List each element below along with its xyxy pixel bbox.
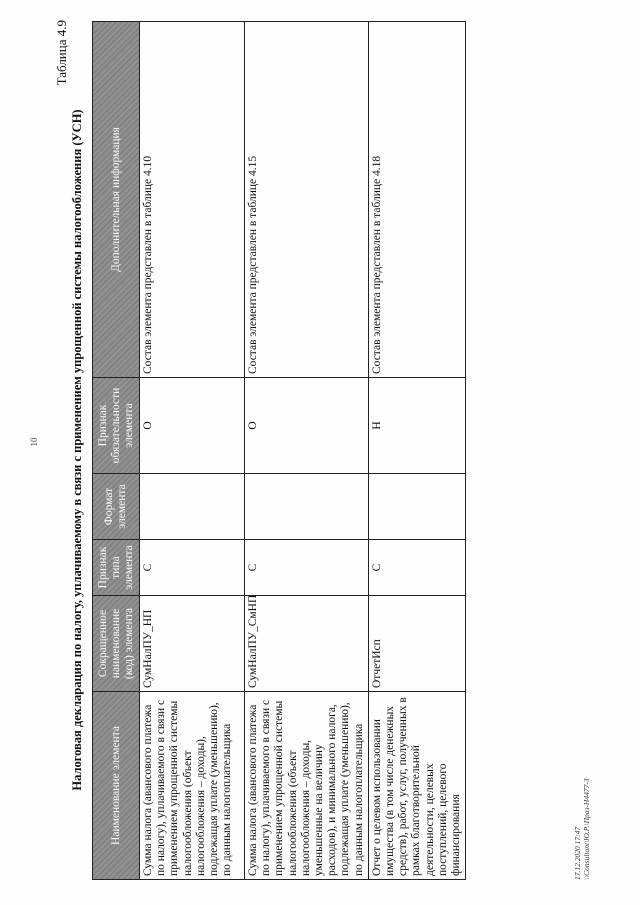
column-header-info: Дополнительная информация [93, 22, 140, 378]
table-row [245, 22, 369, 880]
cell-element-format [140, 474, 245, 540]
cell-element-type: С [368, 540, 465, 596]
table-label: Таблица 4.9 [54, 20, 69, 86]
cell-element-type: С [140, 540, 245, 596]
cell-element-code: СумНалПУ_НП [140, 596, 245, 692]
cell-element-format [368, 474, 465, 540]
table-row [368, 22, 465, 880]
page-number: 10 [29, 437, 39, 447]
cell-element-type: С [245, 540, 369, 596]
table-row [140, 22, 245, 880]
cell-element-format [245, 474, 369, 540]
cell-element-code: СумНалПУ_СмНП [245, 596, 369, 692]
column-header-type: Признак типа элемента [93, 540, 140, 596]
print-timestamp: 17.12.2020 17:47 [573, 826, 582, 880]
print-path: \\Consultant\Ю.Р.\Праз-Н4477-3 [582, 778, 591, 880]
cell-element-info: Состав элемента представлен в таблице 4.18 [368, 22, 465, 378]
print-footer [573, 778, 591, 880]
column-header-format: Формат элемента [93, 474, 140, 540]
table-header-row [93, 22, 140, 880]
column-header-code: Сокращенное наименование (код) элемента [93, 596, 140, 692]
column-header-name: Наименование элемента [93, 692, 140, 880]
elements-table [92, 21, 466, 880]
cell-element-required: О [245, 378, 369, 474]
cell-element-name: Сумма налога (авансового платежа по налогу), уплачиваемого в связи с применением упрощенной системы налогообложения (объект налогообложения – доходы, уменьшенные на величину расходов), и минимального налога, подлежащая уплате (уменьшению), по данным налогоплательщика [245, 692, 369, 880]
cell-element-name: Сумма налога (авансового платежа по налогу), уплачиваемого в связи с применением упрощенной системы налогообложения (объект налогообложения – доходы), подлежащая уплате (уменьшению), по данным налогоплательщика [140, 692, 245, 880]
cell-element-required: Н [368, 378, 465, 474]
cell-element-info: Состав элемента представлен в таблице 4.15 [245, 22, 369, 378]
cell-element-code: ОтчетИсп [368, 596, 465, 692]
cell-element-required: О [140, 378, 245, 474]
cell-element-info: Состав элемента представлен в таблице 4.10 [140, 22, 245, 378]
cell-element-name: Отчет о целевом использовании имущества (в том числе денежных средств), работ, услуг, полученных в рамках благотворительной деятельности, целевых поступлений, целевого финансирования [368, 692, 465, 880]
column-header-required: Признак обязательности элемента [93, 378, 140, 474]
rotated-page-content [48, 20, 593, 880]
document-title: Налоговая декларация по налогу, уплачиваемому в связи с применением упрощенной системы налогообложения (УСН) [70, 109, 84, 791]
